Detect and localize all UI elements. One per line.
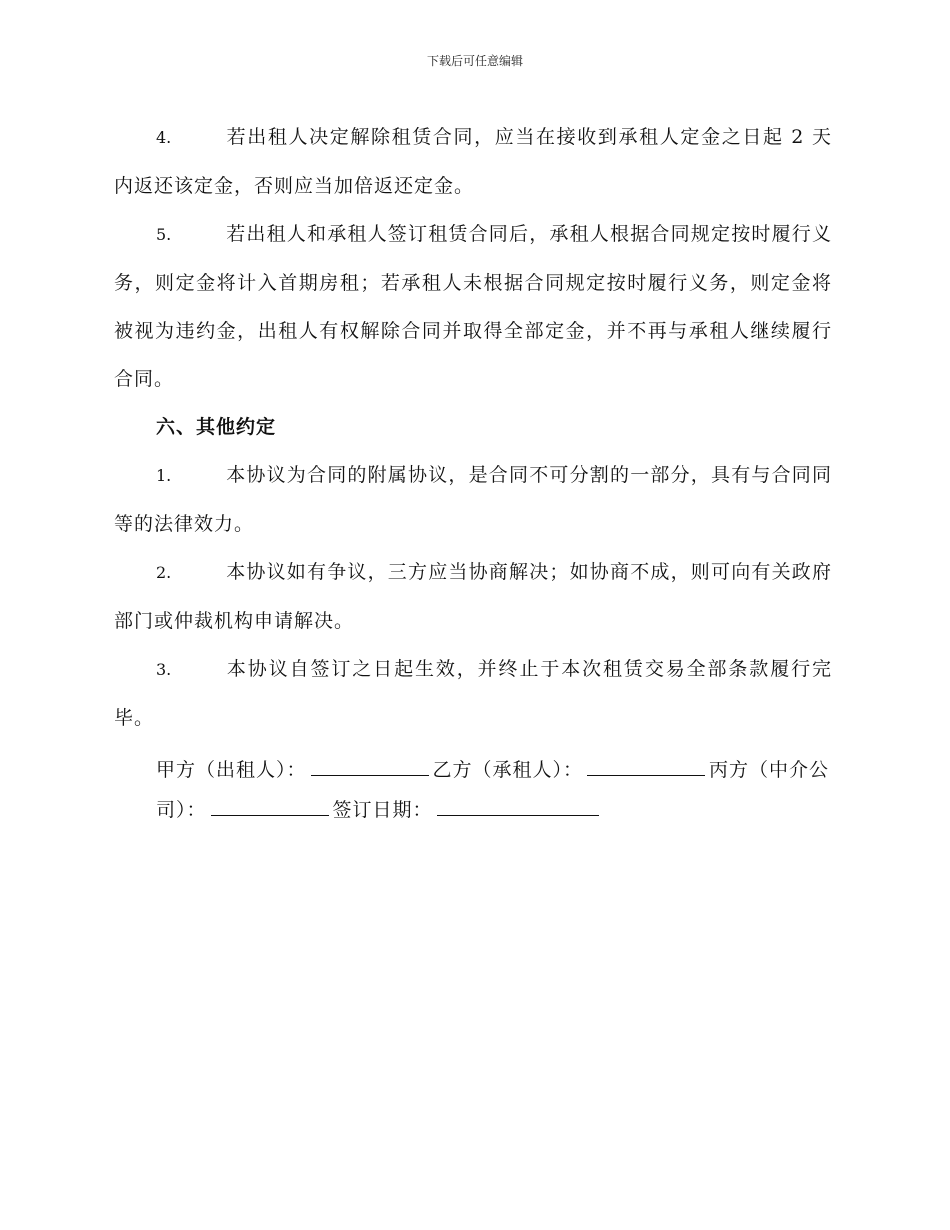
other-clause-3 <box>114 645 832 742</box>
party-b-label: 乙方（承租人）： <box>432 759 584 781</box>
clause-text: 若出租人决定解除租赁合同，应当在接收到承租人定金之日起 2 天内返还该定金，否则应当加倍返还定金。 <box>114 126 832 197</box>
clause-number: 3. <box>156 660 172 679</box>
clause-text: 本协议自签订之日起生效，并终止于本次租赁交易全部条款履行完毕。 <box>114 658 832 729</box>
date-blank[interactable] <box>437 797 599 816</box>
document-body <box>114 113 832 830</box>
clause-number: 2. <box>156 563 172 582</box>
clause-text: 若出租人和承租人签订租赁合同后，承租人根据合同规定按时履行义务，则定金将计入首期房租；若承租人未根据合同规定按时履行义务，则定金将被视为违约金，出租人有权解除合同并取得全部定金，并不再与承租人继续履行合同。 <box>114 223 832 390</box>
clause-number: 1. <box>156 466 172 485</box>
clause-4 <box>114 113 832 210</box>
party-a-label: 甲方（出租人）： <box>156 759 307 781</box>
section-title: 六、其他约定 <box>156 416 277 438</box>
signature-block <box>114 750 832 830</box>
clause-number: 5. <box>156 225 172 244</box>
other-clause-2 <box>114 548 832 645</box>
clause-number: 4. <box>156 128 172 147</box>
clause-5 <box>114 210 832 403</box>
party-c-blank[interactable] <box>211 797 329 816</box>
party-a-blank[interactable] <box>311 757 429 776</box>
party-b-blank[interactable] <box>587 757 705 776</box>
clause-text: 本协议如有争议，三方应当协商解决；如协商不成，则可向有关政府部门或仲裁机构申请解决。 <box>114 561 832 632</box>
clause-text: 本协议为合同的附属协议，是合同不可分割的一部分，具有与合同同等的法律效力。 <box>114 464 832 535</box>
date-label: 签订日期： <box>332 799 433 821</box>
party-c-label: 丙方（中介公司）： <box>156 759 830 821</box>
page-header: 下载后可任意编辑 <box>426 54 523 68</box>
other-clause-1 <box>114 451 832 548</box>
